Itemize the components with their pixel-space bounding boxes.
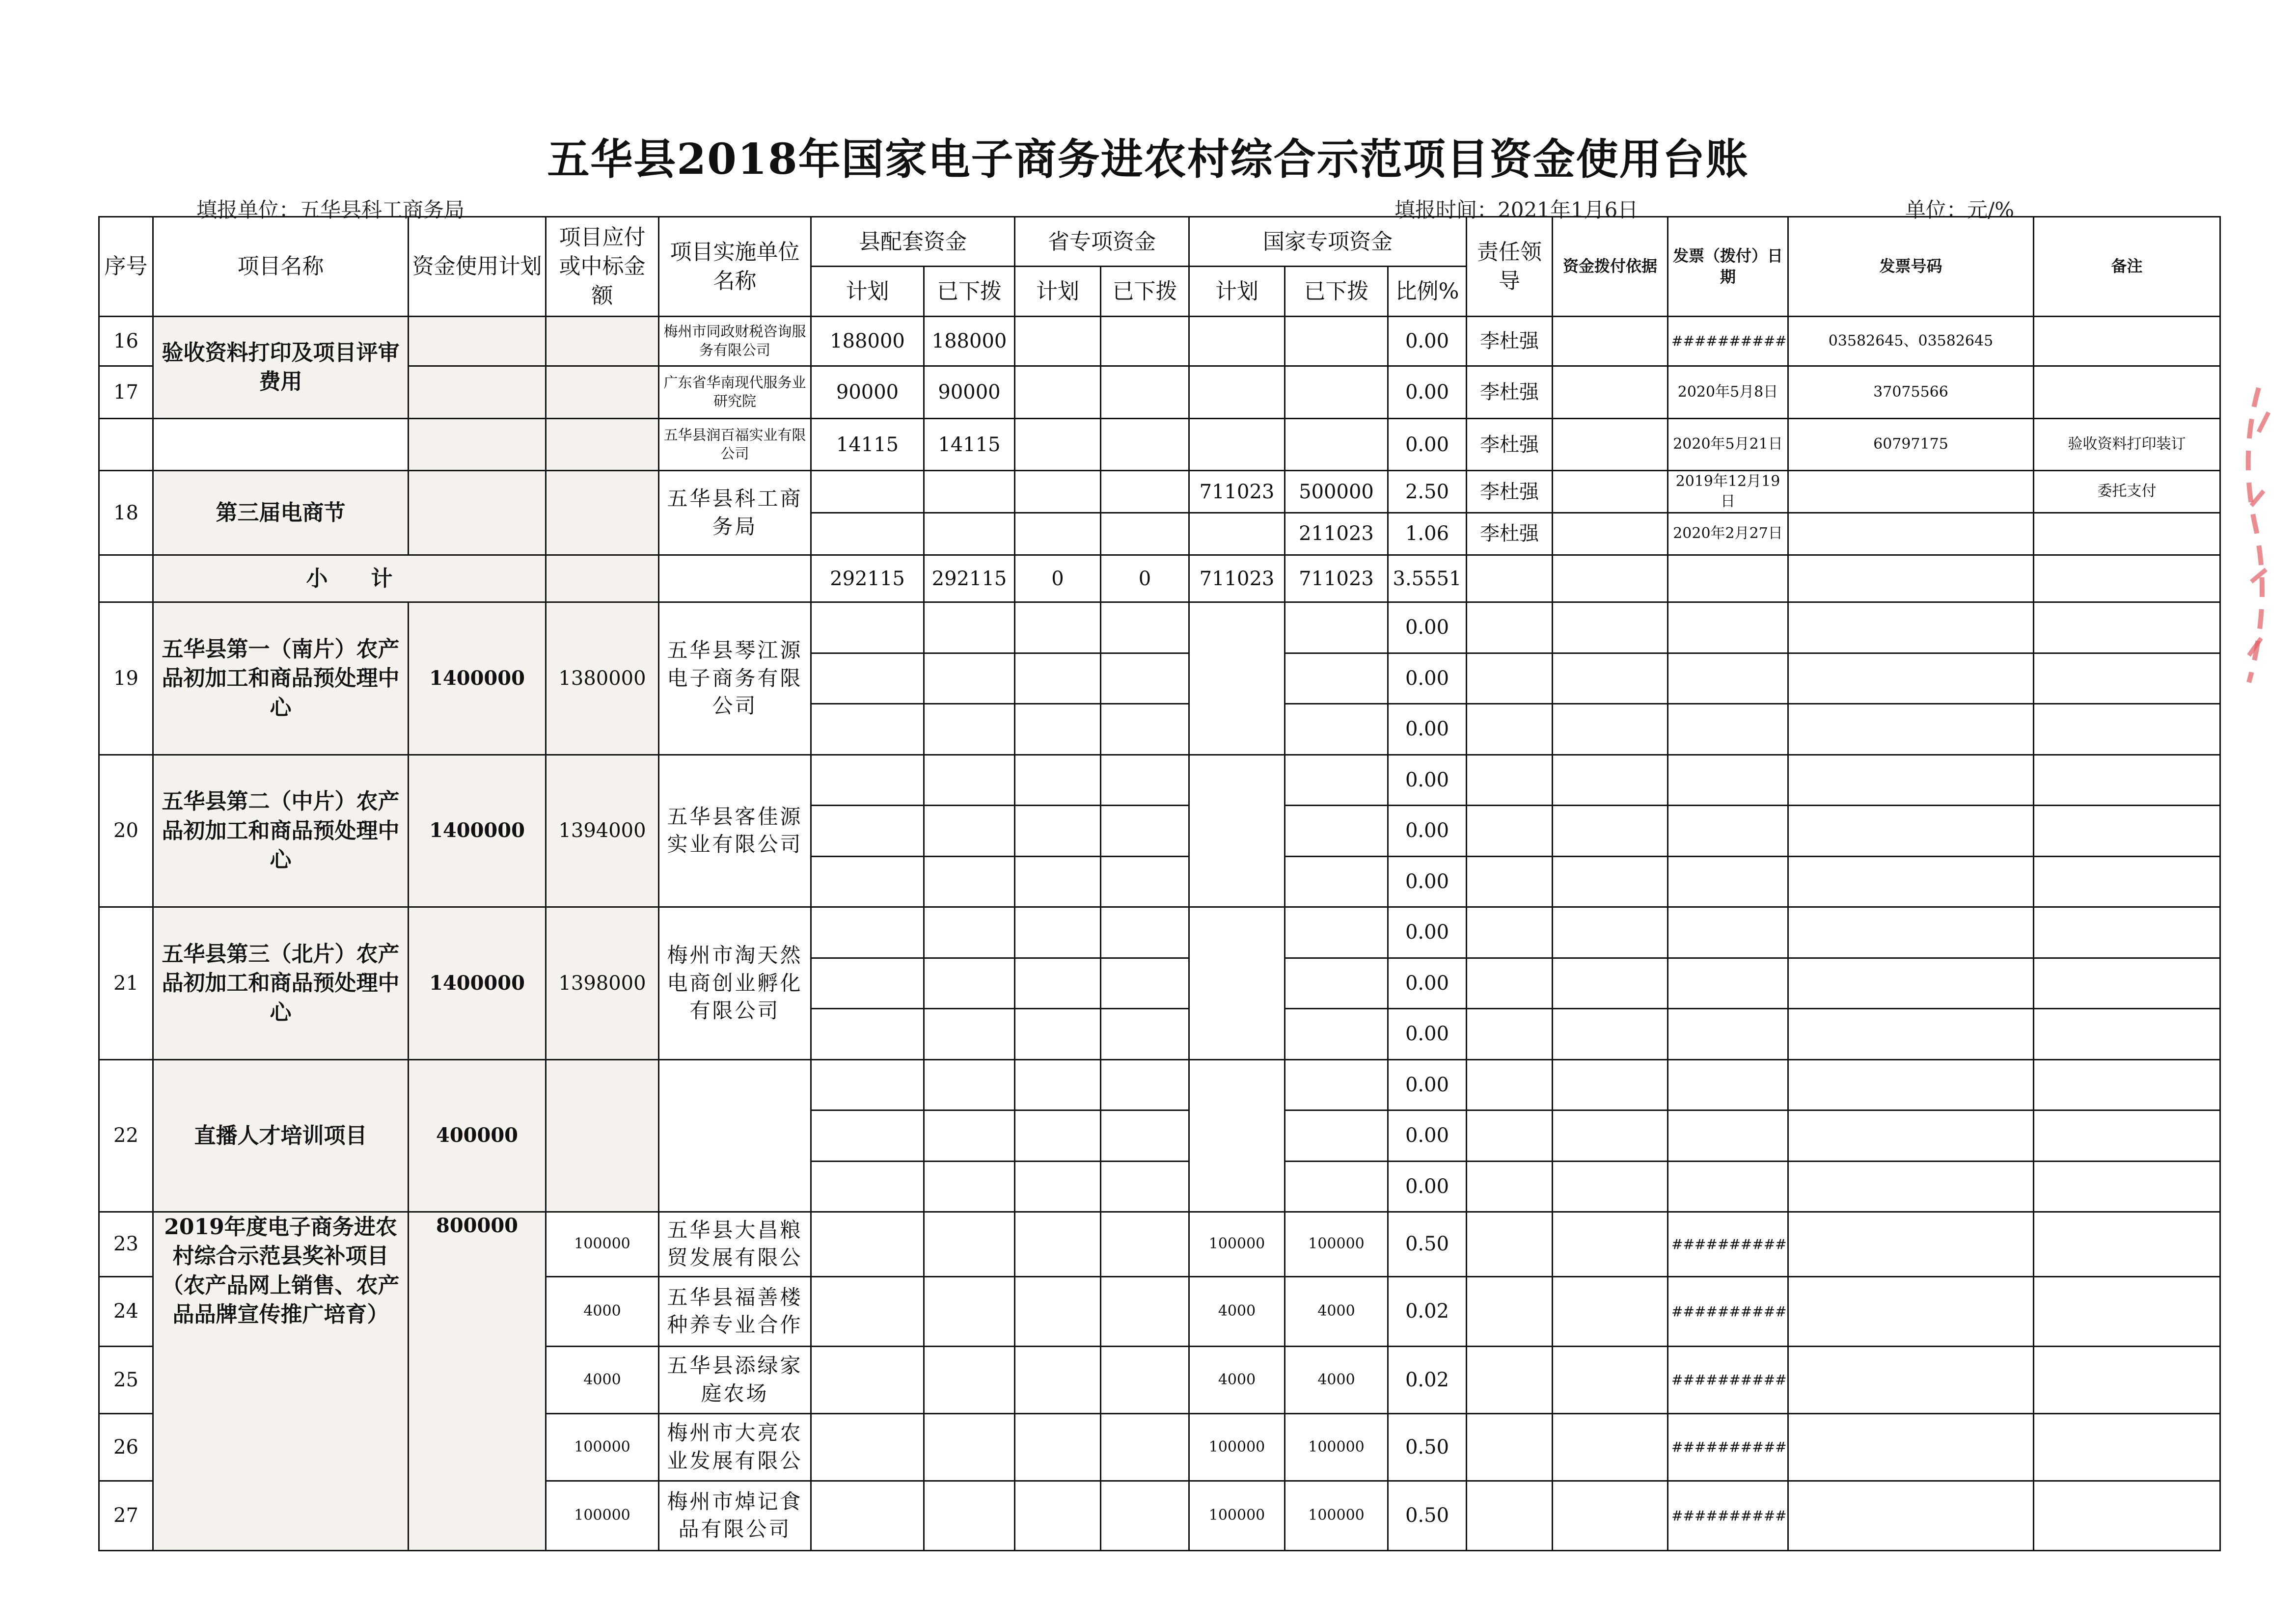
row-seq: 18 [99,471,153,555]
ratio: 0.00 [1388,418,1467,471]
ratio: 0.00 [1388,653,1467,703]
impl-unit: 五华县科工商务局 [659,471,811,555]
impl-unit: 梅州市大亮农业发展有限公 [659,1413,811,1481]
leader: 李杜强 [1467,316,1553,366]
payable-amount: 4000 [546,1346,659,1413]
project-name: 直播人才培训项目 [153,1059,409,1212]
national-allocated: 100000 [1285,1212,1388,1277]
ratio: 0.00 [1388,806,1467,856]
reporting-unit: 填报单位：五华县科工商务局 [196,198,465,222]
header-seq: 序号 [99,217,153,317]
header-invoice-no: 发票号码 [1788,217,2034,317]
header-leader: 责任领导 [1467,217,1553,317]
invoice-date: 2020年5月8日 [1668,366,1788,419]
national-plan: 4000 [1189,1276,1285,1346]
invoice-date: ########## [1668,1212,1788,1277]
county-plan: 188000 [811,316,924,366]
impl-unit: 梅州市焯记食品有限公司 [659,1481,811,1550]
national-plan: 711023 [1189,555,1285,602]
ratio: 0.00 [1388,1059,1467,1110]
fund-plan: 800000 [409,1212,546,1551]
ratio: 0.02 [1388,1346,1467,1413]
row-seq: 20 [99,755,153,907]
impl-unit: 梅州市淘天然电商创业孵化有限公司 [659,907,811,1059]
header-national-funds: 国家专项资金 [1189,217,1467,267]
province-plan: 0 [1015,555,1101,602]
row-seq: 27 [99,1481,153,1550]
table-row [99,602,2220,653]
payable-amount: 100000 [546,1481,659,1550]
impl-unit: 五华县润百福实业有限公司 [659,418,811,471]
header-county-allocated: 已下拨 [924,267,1015,316]
national-allocated: 4000 [1285,1276,1388,1346]
project-name: 验收资料打印及项目评审费用 [153,316,409,418]
province-allocated: 0 [1101,555,1189,602]
ratio: 0.50 [1388,1481,1467,1550]
table-row [99,316,2220,366]
payable-amount: 4000 [546,1276,659,1346]
ratio: 0.50 [1388,1413,1467,1481]
reporting-date: 填报时间：2021年1月6日 [1394,198,1639,222]
project-name: 五华县第一（南片）农产品初加工和商品预处理中心 [153,602,409,755]
impl-unit: 五华县大昌粮贸发展有限公 [659,1212,811,1277]
invoice-date: 2020年5月21日 [1668,418,1788,471]
fund-plan: 1400000 [409,602,546,755]
header-province-allocated: 已下拨 [1101,267,1189,316]
impl-unit: 广东省华南现代服务业研究院 [659,366,811,419]
payable-amount: 100000 [546,1212,659,1277]
header-remark: 备注 [2034,217,2220,317]
payable-amount: 100000 [546,1413,659,1481]
fund-ledger-table [98,216,2221,1551]
header-national-plan: 计划 [1189,267,1285,316]
payable-amount: 1380000 [546,602,659,755]
ratio: 0.00 [1388,366,1467,419]
ratio: 0.00 [1388,1161,1467,1212]
ratio: 0.00 [1388,856,1467,907]
header-national-allocated: 已下拨 [1285,267,1388,316]
impl-unit: 梅州市同政财税咨询服务有限公司 [659,316,811,366]
invoice-date: ########## [1668,316,1788,366]
ratio: 0.00 [1388,704,1467,755]
row-seq: 21 [99,907,153,1059]
national-allocated: 711023 [1285,555,1388,602]
leader: 李杜强 [1467,418,1553,471]
seal-edge-icon [2229,383,2278,687]
header-province-plan: 计划 [1015,267,1101,316]
unit-of-measure: 单位：元/% [1905,198,2015,222]
national-plan: 100000 [1189,1481,1285,1550]
page-title: 五华县2018年国家电子商务进农村综合示范项目资金使用台账 [547,135,1749,184]
row-seq: 24 [99,1276,153,1346]
invoice-number: 03582645、03582645 [1788,316,2034,366]
fund-plan: 1400000 [409,907,546,1059]
row-seq: 19 [99,602,153,755]
header-county-funds: 县配套资金 [811,217,1015,267]
project-name: 五华县第三（北片）农产品初加工和商品预处理中心 [153,907,409,1059]
payable-amount: 1398000 [546,907,659,1059]
ratio: 0.00 [1388,602,1467,653]
national-allocated: 100000 [1285,1413,1388,1481]
row-seq: 23 [99,1212,153,1277]
header-basis: 资金拨付依据 [1553,217,1668,317]
row-seq: 25 [99,1346,153,1413]
ratio: 0.00 [1388,755,1467,805]
national-allocated: 100000 [1285,1481,1388,1550]
fund-plan: 1400000 [409,755,546,907]
invoice-number: 60797175 [1788,418,2034,471]
row-seq: 17 [99,366,153,419]
header-province-funds: 省专项资金 [1015,217,1189,267]
invoice-date: ########## [1668,1346,1788,1413]
subtotal-label: 小 计 [153,555,546,602]
row-seq: 16 [99,316,153,366]
row-seq: 26 [99,1413,153,1481]
leader: 李杜强 [1467,366,1553,419]
table-row [99,755,2220,805]
subtotal-row [99,555,2220,602]
table-row [99,907,2220,958]
header-payable: 项目应付或中标金额 [546,217,659,317]
county-allocated: 292115 [924,555,1015,602]
header-fund-plan: 资金使用计划 [409,217,546,317]
leader: 李杜强 [1467,471,1553,513]
national-plan: 100000 [1189,1212,1285,1277]
table-row [99,1212,2220,1277]
national-allocated: 4000 [1285,1346,1388,1413]
invoice-date: 2019年12月19日 [1668,471,1788,513]
table-row [99,471,2220,513]
remark: 委托支付 [2034,471,2220,513]
table-row [99,418,2220,471]
header-ratio: 比例% [1388,267,1467,316]
ratio: 0.00 [1388,1009,1467,1059]
impl-unit: 五华县添绿家庭农场 [659,1346,811,1413]
ratio: 0.50 [1388,1212,1467,1277]
ratio: 0.00 [1388,907,1467,958]
ratio: 3.5551 [1388,555,1467,602]
ratio: 0.00 [1388,1110,1467,1161]
county-plan: 14115 [811,418,924,471]
impl-unit: 五华县福善楼种养专业合作 [659,1276,811,1346]
invoice-date: ########## [1668,1481,1788,1550]
project-name: 五华县第二（中片）农产品初加工和商品预处理中心 [153,755,409,907]
fund-plan: 400000 [409,1059,546,1212]
county-allocated: 90000 [924,366,1015,419]
leader: 李杜强 [1467,513,1553,555]
county-allocated: 188000 [924,316,1015,366]
national-plan: 100000 [1189,1413,1285,1481]
red-seal-stamp-fragment [2229,383,2278,687]
header-row-1 [99,217,2220,267]
invoice-date: ########## [1668,1413,1788,1481]
invoice-number: 37075566 [1788,366,2034,419]
header-county-plan: 计划 [811,267,924,316]
impl-unit: 五华县客佳源实业有限公司 [659,755,811,907]
ratio: 0.00 [1388,316,1467,366]
county-allocated: 14115 [924,418,1015,471]
ratio: 1.06 [1388,513,1467,555]
project-name: 2019年度电子商务进农村综合示范县奖补项目（农产品网上销售、农产品品牌宣传推广培育） [153,1212,409,1551]
county-plan: 90000 [811,366,924,419]
payable-amount: 1394000 [546,755,659,907]
ratio: 0.02 [1388,1276,1467,1346]
national-allocated: 211023 [1285,513,1388,555]
ratio: 2.50 [1388,471,1467,513]
header-impl-unit: 项目实施单位名称 [659,217,811,317]
header-project-name: 项目名称 [153,217,409,317]
invoice-date: ########## [1668,1276,1788,1346]
table-row [99,1059,2220,1110]
project-name: 第三届电商节 [153,471,409,555]
national-plan: 4000 [1189,1346,1285,1413]
remark: 验收资料打印装订 [2034,418,2220,471]
impl-unit: 五华县琴江源电子商务有限公司 [659,602,811,755]
national-plan: 711023 [1189,471,1285,513]
table-row [99,366,2220,419]
national-allocated: 500000 [1285,471,1388,513]
row-seq: 22 [99,1059,153,1212]
header-invoice-date: 发票（拨付）日期 [1668,217,1788,317]
county-plan: 292115 [811,555,924,602]
ratio: 0.00 [1388,958,1467,1008]
invoice-date: 2020年2月27日 [1668,513,1788,555]
